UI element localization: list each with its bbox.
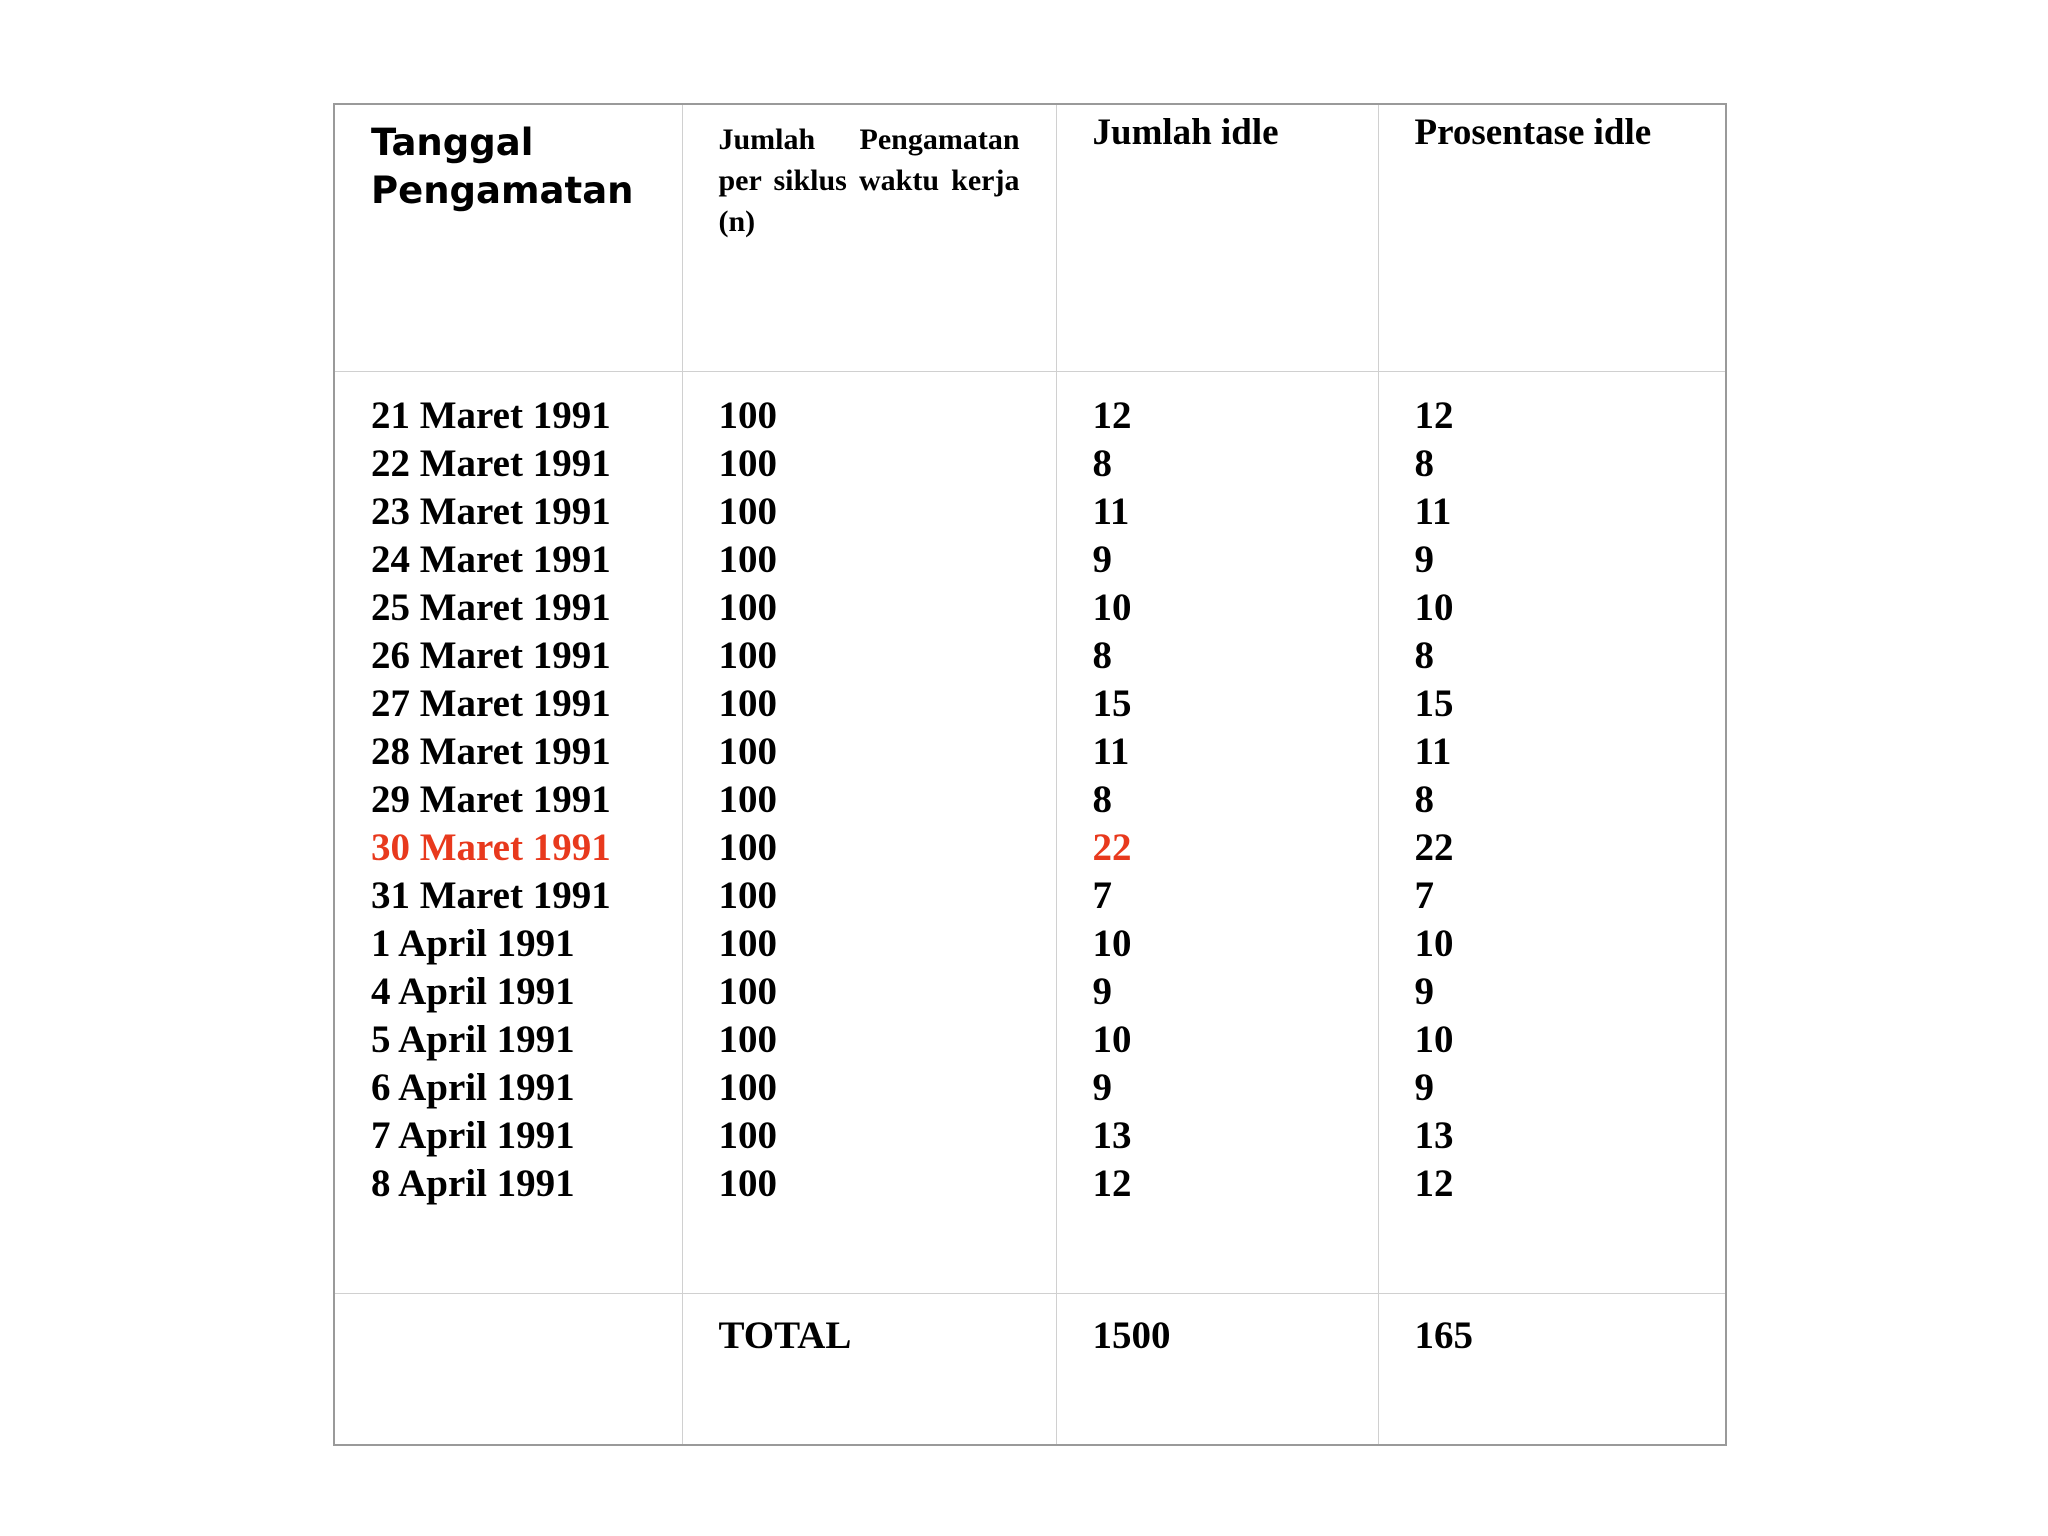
idle-percent-item: 8 — [1414, 442, 1434, 485]
observation-count-item: 100 — [718, 538, 777, 581]
idle-count-item: 10 — [1092, 1018, 1132, 1061]
total-idle-value: 165 — [1414, 1314, 1473, 1357]
header-idle-count: Jumlah idle — [1092, 112, 1279, 153]
total-label: TOTAL — [718, 1314, 852, 1357]
header-cell-idle-count — [1056, 104, 1378, 372]
body-cell-observations — [682, 372, 1056, 1294]
date-item: 30 Maret 1991 — [371, 826, 611, 869]
idle-percent-item: 9 — [1414, 538, 1434, 581]
observation-count-item: 100 — [718, 1162, 777, 1205]
idle-percent-item: 8 — [1414, 778, 1434, 821]
header-observations: Jumlah Pengamatan per siklus waktu kerja (n) — [718, 123, 1020, 238]
idle-observation-table — [333, 103, 1727, 1446]
idle-count-item: 10 — [1092, 586, 1132, 629]
date-item: 24 Maret 1991 — [371, 538, 611, 581]
total-cell-label — [682, 1294, 1056, 1446]
total-cell-idle — [1056, 1294, 1378, 1446]
idle-percent-item: 11 — [1414, 490, 1452, 533]
header-idle-percent: Prosentase idle — [1414, 112, 1652, 153]
idle-percent-item: 7 — [1414, 874, 1434, 917]
observation-count-item: 100 — [718, 1066, 777, 1109]
date-list — [335, 372, 682, 1208]
idle-percent-item: 10 — [1414, 1018, 1454, 1061]
observation-count-item: 100 — [718, 874, 777, 917]
observation-count-item: 100 — [718, 1114, 777, 1157]
total-cell-percent — [1378, 1294, 1726, 1446]
observation-count-item: 100 — [718, 826, 777, 869]
date-item: 23 Maret 1991 — [371, 490, 611, 533]
idle-count-item: 8 — [1092, 634, 1112, 677]
idle-percent-item: 8 — [1414, 634, 1434, 677]
idle-percent-item: 10 — [1414, 586, 1454, 629]
observation-count-item: 100 — [718, 922, 777, 965]
body-cell-dates — [334, 372, 682, 1294]
date-item: 31 Maret 1991 — [371, 874, 611, 917]
idle-count-item: 12 — [1092, 394, 1132, 437]
header-cell-observations — [682, 104, 1056, 372]
date-item: 25 Maret 1991 — [371, 586, 611, 629]
idle-percent-item: 9 — [1414, 970, 1434, 1013]
observation-count-item: 100 — [718, 634, 777, 677]
idle-percent-item: 22 — [1414, 826, 1454, 869]
idle-percent-item: 12 — [1414, 1162, 1454, 1205]
observation-count-item: 100 — [718, 490, 777, 533]
date-item: 21 Maret 1991 — [371, 394, 611, 437]
date-item: 22 Maret 1991 — [371, 442, 611, 485]
total-n-value: 1500 — [1092, 1314, 1171, 1357]
date-item: 4 April 1991 — [371, 970, 575, 1013]
observation-count-item: 100 — [718, 778, 777, 821]
body-cell-idle-percent — [1378, 372, 1726, 1294]
date-item: 27 Maret 1991 — [371, 682, 611, 725]
idle-percent-item: 10 — [1414, 922, 1454, 965]
date-item: 26 Maret 1991 — [371, 634, 611, 677]
total-cell-empty — [334, 1294, 682, 1446]
observation-count-item: 100 — [718, 682, 777, 725]
idle-count-item: 8 — [1092, 778, 1112, 821]
header-date: Tanggal Pengamatan — [371, 121, 634, 212]
table-header-row — [334, 104, 1726, 372]
idle-count-item: 9 — [1092, 1066, 1112, 1109]
date-item: 1 April 1991 — [371, 922, 575, 965]
date-item: 5 April 1991 — [371, 1018, 575, 1061]
date-item: 6 April 1991 — [371, 1066, 575, 1109]
idle-count-item: 8 — [1092, 442, 1112, 485]
idle-percent-list — [1379, 372, 1726, 1208]
idle-count-item: 7 — [1092, 874, 1112, 917]
date-item: 28 Maret 1991 — [371, 730, 611, 773]
idle-percent-item: 15 — [1414, 682, 1454, 725]
observation-count-item: 100 — [718, 442, 777, 485]
observation-count-item: 100 — [718, 586, 777, 629]
idle-count-item: 9 — [1092, 970, 1112, 1013]
idle-count-item: 12 — [1092, 1162, 1132, 1205]
idle-percent-item: 12 — [1414, 394, 1454, 437]
idle-count-item: 13 — [1092, 1114, 1132, 1157]
observation-count-item: 100 — [718, 970, 777, 1013]
idle-count-item: 10 — [1092, 922, 1132, 965]
observations-list — [683, 372, 1056, 1208]
header-cell-idle-percent — [1378, 104, 1726, 372]
observation-count-item: 100 — [718, 1018, 777, 1061]
date-item: 8 April 1991 — [371, 1162, 575, 1205]
idle-percent-item: 9 — [1414, 1066, 1434, 1109]
idle-count-item: 11 — [1092, 730, 1130, 773]
date-item: 29 Maret 1991 — [371, 778, 611, 821]
idle-percent-item: 11 — [1414, 730, 1452, 773]
table-total-row — [334, 1294, 1726, 1446]
idle-count-item: 9 — [1092, 538, 1112, 581]
idle-percent-item: 13 — [1414, 1114, 1454, 1157]
date-item: 7 April 1991 — [371, 1114, 575, 1157]
header-cell-date — [334, 104, 682, 372]
observation-count-item: 100 — [718, 394, 777, 437]
idle-count-item: 11 — [1092, 490, 1130, 533]
idle-count-item: 22 — [1092, 826, 1132, 869]
table-body-row — [334, 372, 1726, 1294]
observation-count-item: 100 — [718, 730, 777, 773]
idle-count-list — [1057, 372, 1378, 1208]
body-cell-idle-count — [1056, 372, 1378, 1294]
idle-count-item: 15 — [1092, 682, 1132, 725]
